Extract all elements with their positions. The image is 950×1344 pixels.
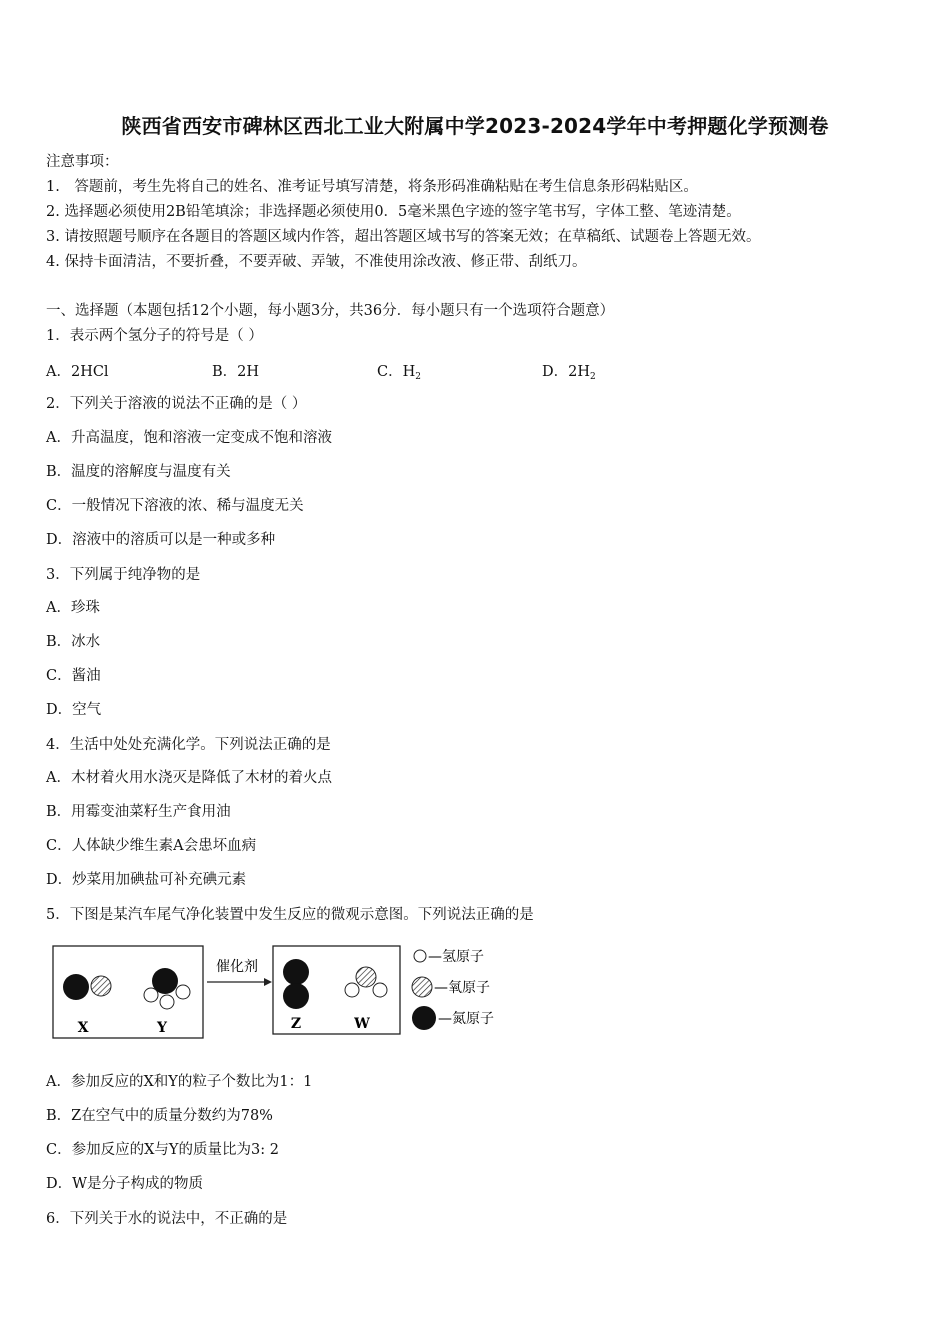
question-2-stem: 2．下列关于溶液的说法不正确的是（ ）: [46, 396, 307, 412]
q5-option-b: B．Z在空气中的质量分数约为78%: [46, 1108, 273, 1124]
question-3-stem: 3．下列属于纯净物的是: [46, 567, 201, 583]
q2-option-c: C．一般情况下溶液的浓、稀与温度无关: [46, 498, 304, 514]
question-1-stem: 1．表示两个氢分子的符号是（ ）: [46, 328, 263, 344]
molecule-y: [144, 968, 190, 1009]
molecule-x: [63, 974, 111, 1000]
notice-item-4: 4. 保持卡面清洁，不要折叠，不要弄破、弄皱，不准使用涂改液、修正带、刮纸刀。: [46, 254, 587, 270]
q1-option-b: B．2H: [212, 364, 260, 380]
catalyst-label: 催化剂: [216, 959, 258, 975]
legend-nitrogen-label: —氮原子: [438, 1011, 494, 1027]
q4-option-c: C．人体缺少维生素A会患坏血病: [46, 838, 257, 854]
label-y: Y: [157, 1020, 167, 1036]
q5-option-d: D．W是分子构成的物质: [46, 1176, 204, 1192]
q3-option-c: C．酱油: [46, 668, 101, 684]
label-z: Z: [290, 1016, 302, 1032]
q1-option-c: [377, 360, 421, 382]
q4-option-a: A．木材着火用水浇灭是降低了木材的着火点: [46, 770, 332, 786]
reaction-arrow-head: [264, 978, 272, 986]
q1-option-d-text: D．2H: [542, 364, 590, 380]
legend: [412, 949, 494, 1030]
legend-hydrogen-icon: [414, 950, 426, 962]
q3-option-b: B．冰水: [46, 634, 101, 650]
molecule-w: [345, 967, 387, 997]
notice-heading: 注意事项：: [46, 154, 119, 170]
notice-item-1: 1. 答题前，考生先将自己的姓名、准考证号填写清楚，将条形码准确粘贴在考生信息条形码粘贴区。: [46, 179, 698, 195]
q3-option-d: D．空气: [46, 702, 102, 718]
q3-option-a: A．珍珠: [46, 600, 100, 616]
q2-option-d: D．溶液中的溶质可以是一种或多种: [46, 532, 276, 548]
q4-option-d: D．炒菜用加碘盐可补充碘元素: [46, 872, 247, 888]
legend-hydrogen-label: —氢原子: [428, 949, 484, 965]
question-6-stem: 6．下列关于水的说法中，不正确的是: [46, 1211, 288, 1227]
q5-option-c: C．参加反应的X与Y的质量比为3: 2: [46, 1142, 279, 1158]
label-x: X: [77, 1020, 89, 1036]
page-title: 陕西省西安市碑林区西北工业大附属中学2023-2024学年中考押题化学预测卷: [121, 114, 829, 138]
label-w: W: [354, 1016, 370, 1032]
question-1-options: [46, 360, 746, 382]
section-heading: 一、选择题（本题包括12个小题，每小题3分，共36分．每小题只有一个选项符合题意）: [46, 303, 615, 319]
q1-option-a: A．2HCl: [46, 364, 109, 380]
legend-nitrogen-icon: [412, 1006, 436, 1030]
q1-option-d: [542, 360, 596, 382]
notice-item-2: 2. 选择题必须使用2B铅笔填涂；非选择题必须使用0．5毫米黑色字迹的签字笔书写，字体工整、笔迹清楚。: [46, 204, 741, 220]
q5-option-a: A．参加反应的X和Y的粒子个数比为1：1: [46, 1074, 313, 1090]
q4-option-b: B．用霉变油菜籽生产食用油: [46, 804, 231, 820]
legend-oxygen-label: —氧原子: [434, 980, 490, 996]
notice-item-3: 3. 请按照题号顺序在各题目的答题区域内作答，超出答题区域书写的答案无效；在草稿纸、试题卷上答题无效。: [46, 229, 761, 245]
q1-option-c-text: C．H: [377, 364, 416, 380]
q2-option-b: B．温度的溶解度与温度有关: [46, 464, 231, 480]
molecule-z: [283, 959, 309, 1009]
reaction-diagram: [52, 944, 512, 1044]
q1-option-c-sub: 2: [415, 372, 421, 382]
q2-option-a: A．升高温度，饱和溶液一定变成不饱和溶液: [46, 430, 332, 446]
q1-option-d-sub: 2: [590, 372, 596, 382]
legend-oxygen-icon: [412, 977, 432, 997]
question-4-stem: 4．生活中处处充满化学。下列说法正确的是: [46, 737, 331, 753]
question-5-stem: 5．下图是某汽车尾气净化装置中发生反应的微观示意图。下列说法正确的是: [46, 907, 534, 923]
